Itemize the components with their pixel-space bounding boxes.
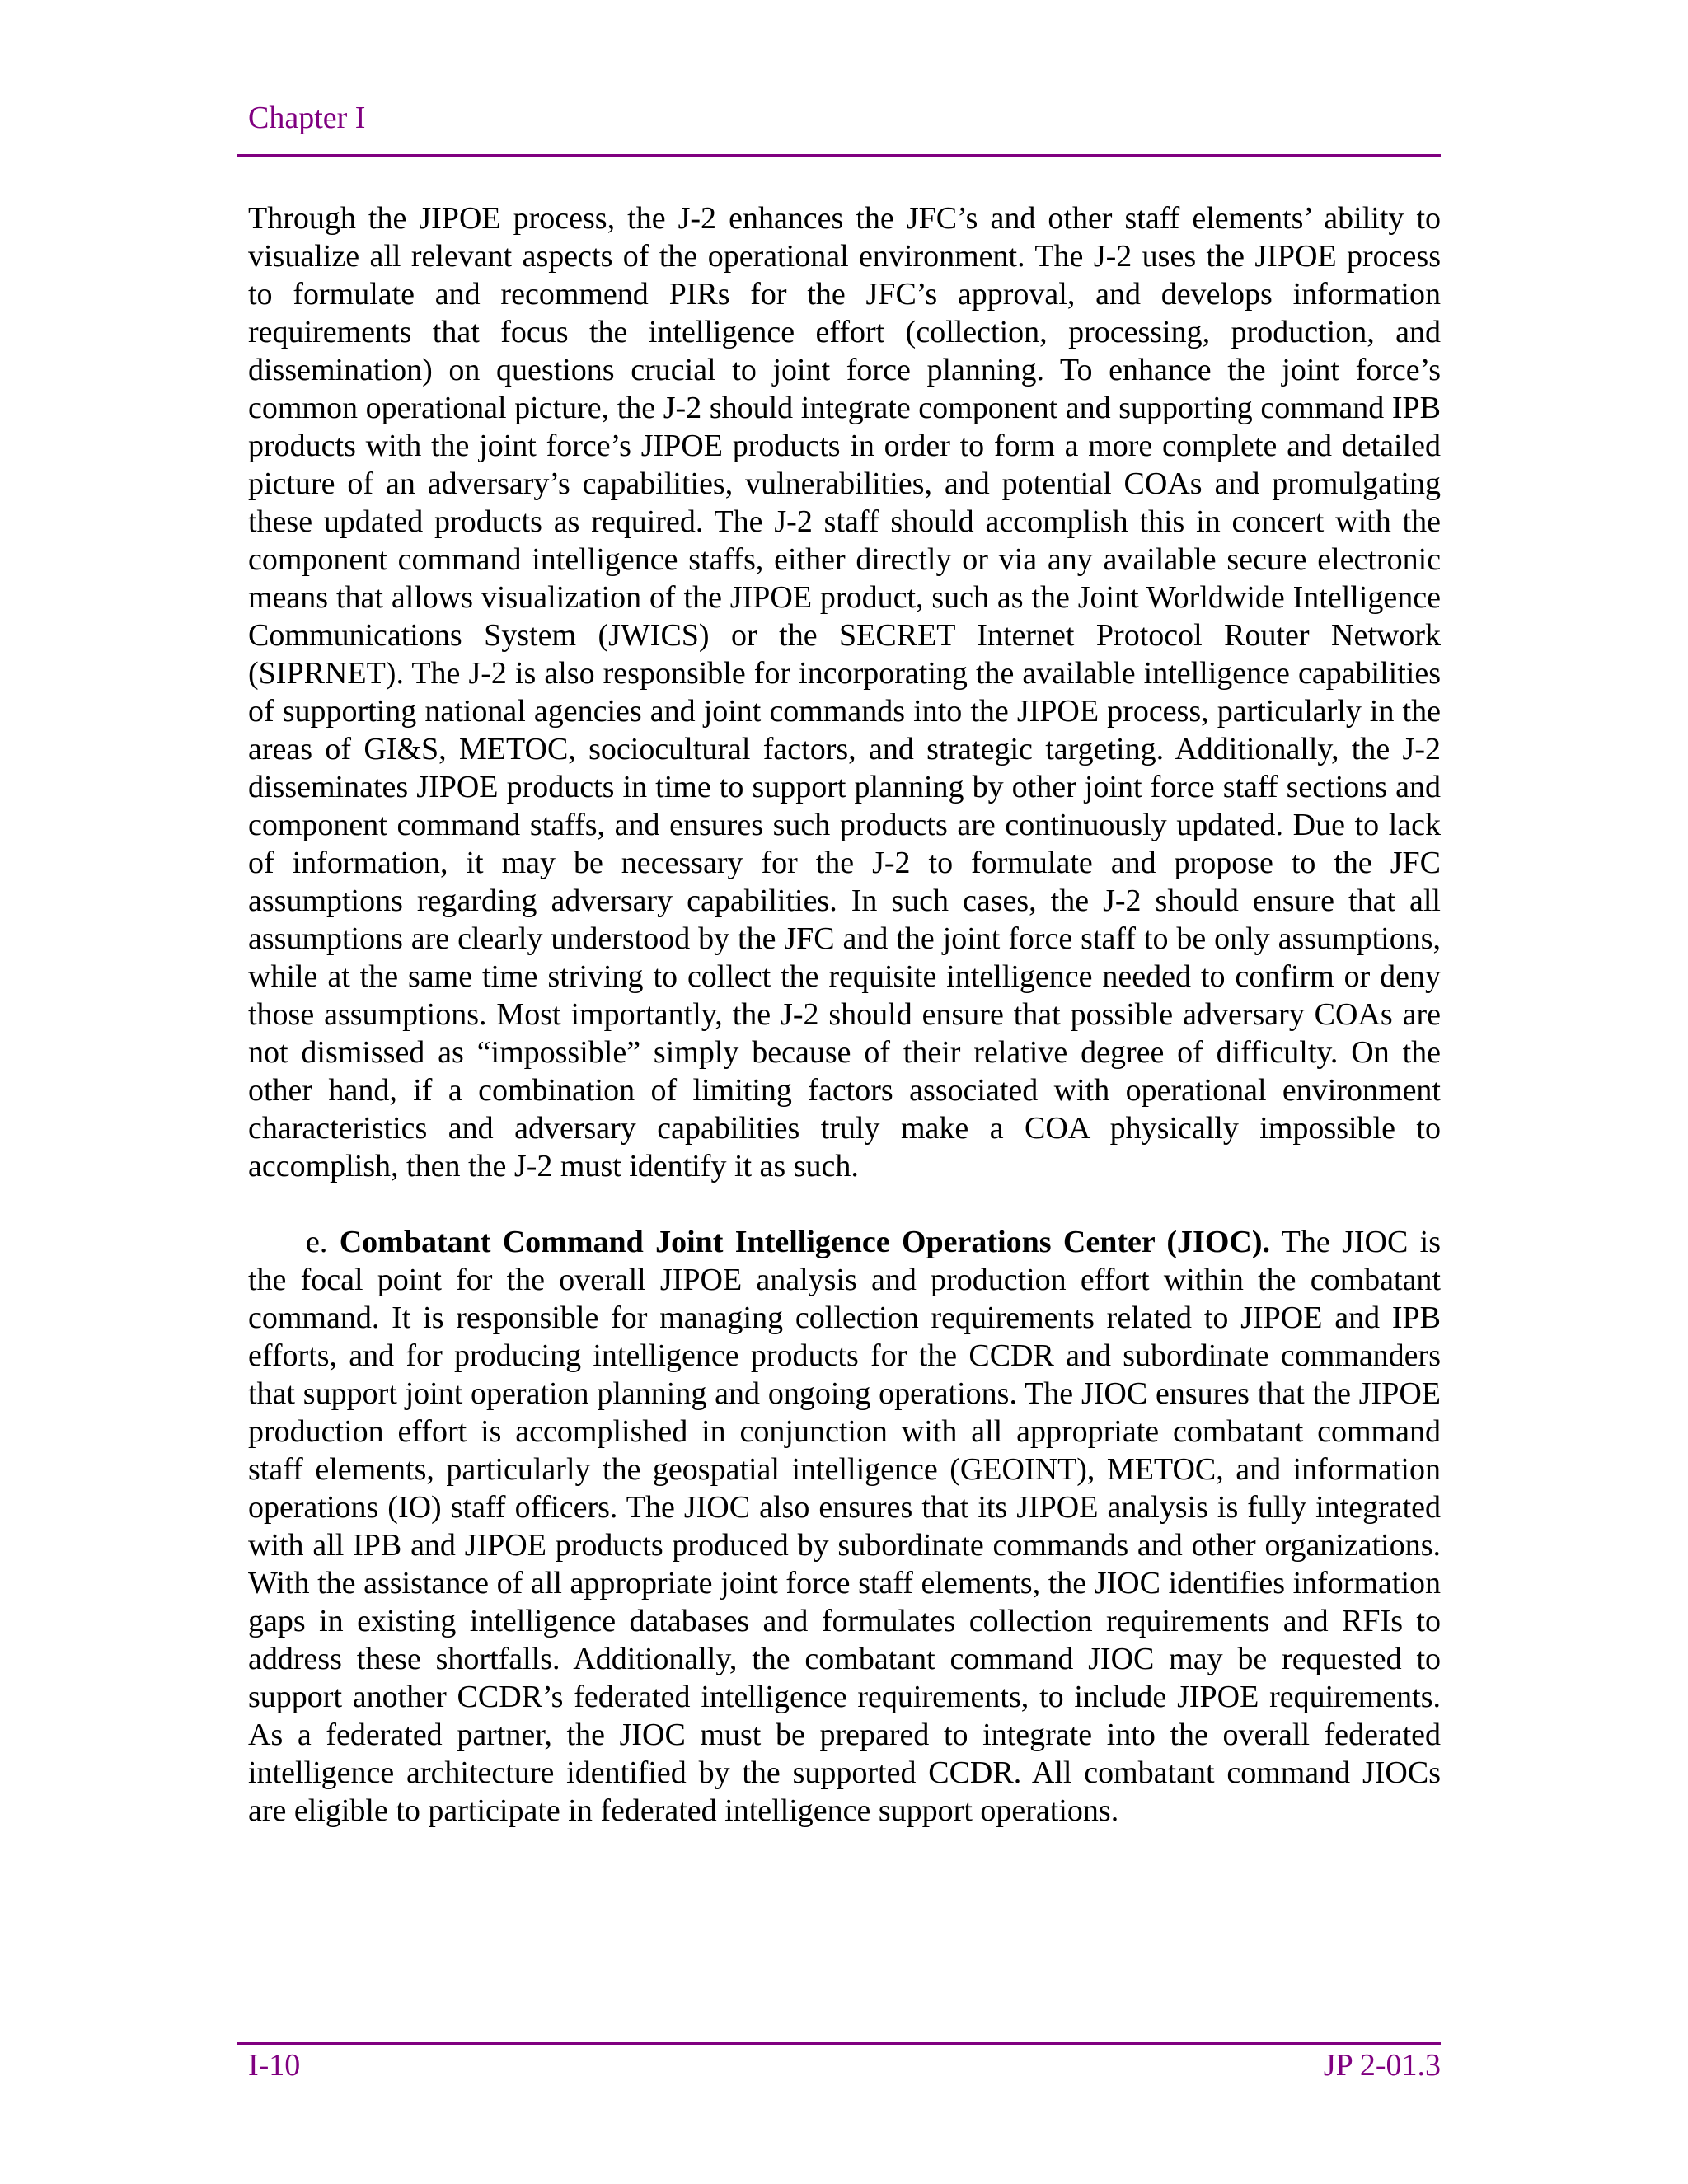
paragraph-heading: Combatant Command Joint Intelligence Operations Center (JIOC).: [339, 1225, 1270, 1259]
page-number: I-10: [248, 2048, 301, 2083]
footer-rule: [237, 2042, 1441, 2045]
paragraph-jipoe-process: Through the JIPOE process, the J-2 enhances the JFC’s and other staff elements’ ability to visualize all relevant aspects of the operational environment. The J-2 uses the JIPOE process to formulate and recommend PIRs for the JFC’s approval, and develops information requirements that focus the intelligence effort (collection, processing, production, and dissemination) on questions crucial to joint force planning. To enhance the joint force’s common operational picture, the J-2 should integrate component and supporting command IPB products with the joint force’s JIPOE products in order to form a more complete and detailed picture of an adversary’s capabilities, vulnerabilities, and potential COAs and promulgating these updated products as required. The J-2 staff should accomplish this in concert with the component command intelligence staffs, either directly or via any available secure electronic means that allows visualization of the JIPOE product, such as the Joint Worldwide Intelligence Communications System (JWICS) or the SECRET Internet Protocol Router Network (SIPRNET). The J-2 is also responsible for incorporating the available intelligence capabilities of supporting national agencies and joint commands into the JIPOE process, particularly in the areas of GI&S, METOC, sociocultural factors, and strategic targeting. Additionally, the J-2 disseminates JIPOE products in time to support planning by other joint force staff sections and component command staffs, and ensures such products are continuously updated. Due to lack of information, it may be necessary for the J-2 to formulate and propose to the JFC assumptions regarding adversary capabilities. In such cases, the J-2 should ensure that all assumptions are clearly understood by the JFC and the joint force staff to be only assumptions, while at the same time striving to collect the requisite intelligence needed to confirm or deny those assumptions. Most importantly, the J-2 should ensure that possible adversary COAs are not dismissed as “impossible” simply because of their relative degree of difficulty. On the other hand, if a combination of limiting factors associated with operational environment characteristics and adversary capabilities truly make a COA physically impossible to accomplish, then the J-2 must identify it as such.: [248, 201, 1441, 1183]
body-text: [248, 199, 1441, 1830]
running-head: Chapter I: [248, 101, 366, 135]
paragraph-marker: e.: [306, 1225, 340, 1259]
publication-id: JP 2-01.3: [1323, 2048, 1441, 2083]
paragraph-text: The JIOC is the focal point for the overall JIPOE analysis and production effort within the combatant command. It is responsible for managing collection requirements related to JIPOE and IPB efforts, and for producing intelligence products for the CCDR and subordinate commanders that support joint operation planning and ongoing operations. The JIOC ensures that the JIPOE production effort is accomplished in conjunction with all appropriate combatant command staff elements, particularly the geospatial intelligence (GEOINT), METOC, and information operations (IO) staff officers. The JIOC also ensures that its JIPOE analysis is fully integrated with all IPB and JIPOE products produced by subordinate commands and other organizations. With the assistance of all appropriate joint force staff elements, the JIOC identifies information gaps in existing intelligence databases and formulates collection requirements and RFIs to address these shortfalls. Additionally, the combatant command JIOC may be requested to support another CCDR’s federated intelligence requirements, to include JIPOE requirements. As a federated partner, the JIOC must be prepared to integrate into the overall federated intelligence architecture identified by the supported CCDR. All combatant command JIOCs are eligible to participate in federated intelligence support operations.: [248, 1225, 1441, 1828]
paragraph-jioc: [248, 1223, 1441, 1830]
header-rule: [237, 154, 1441, 157]
